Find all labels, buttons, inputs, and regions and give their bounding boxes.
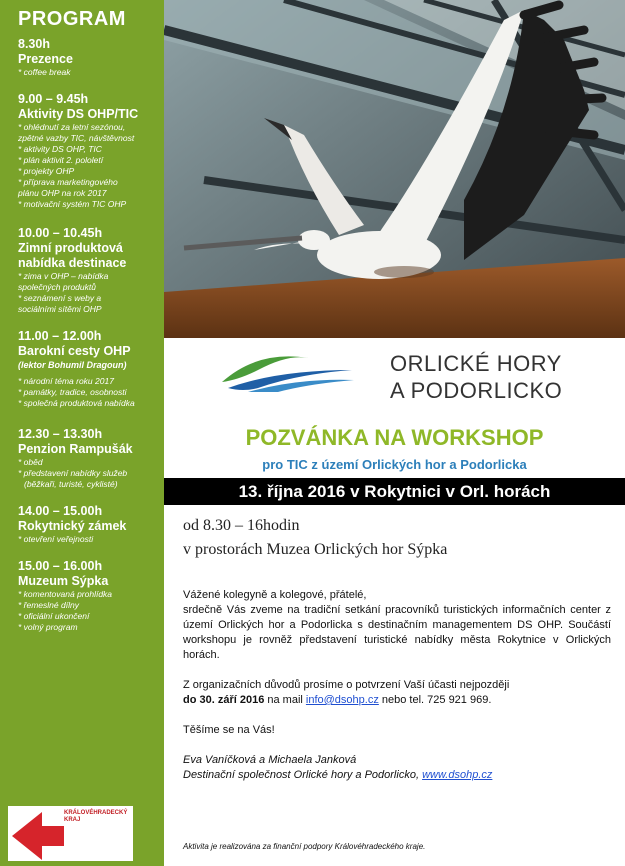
section-time: 8.30h — [18, 37, 50, 51]
program-section — [18, 559, 164, 633]
section-title: Muzeum Sýpka — [18, 574, 109, 588]
rsvp-line — [183, 693, 611, 708]
section-time: 10.00 – 10.45h — [18, 226, 103, 240]
orlicke-hory-logo-icon — [218, 348, 356, 394]
org-line — [183, 768, 611, 783]
section-items — [18, 122, 164, 210]
rsvp-end: nebo tel. 725 921 969. — [378, 694, 492, 706]
signers: Eva Vaníčková a Michaela Janková — [183, 754, 357, 766]
invitation-body — [183, 588, 611, 783]
list-item: * volný program — [18, 622, 78, 632]
web-link[interactable]: www.dsohp.cz — [422, 769, 493, 781]
program-section — [18, 329, 164, 409]
footnote: Aktivita je realizována za finanční podpory Královéhradeckého kraje. — [183, 842, 426, 851]
section-title: Zimní produktová nabídka destinace — [18, 241, 127, 270]
headline: POZVÁNKA NA WORKSHOP — [245, 425, 544, 450]
program-section — [18, 37, 164, 78]
closing: Těšíme se na Vás! — [183, 724, 275, 736]
list-item: * oficiální ukončení — [18, 611, 90, 621]
brand-name — [390, 350, 562, 404]
list-item: * ohlédnutí za letní sezónou, — [18, 122, 126, 132]
program-section — [18, 92, 164, 210]
list-item: * motivační systém TIC OHP — [18, 199, 127, 209]
greeting: Vážené kolegyně a kolegové, přátelé, — [183, 589, 367, 601]
program-title: PROGRAM — [18, 8, 126, 30]
section-time: 11.00 – 12.00h — [18, 329, 102, 343]
kralovehradecky-kraj-logo — [8, 806, 133, 861]
section-title: Barokní cesty OHP — [18, 344, 131, 358]
list-item: společných produktů — [18, 282, 96, 292]
rsvp-mid: na mail — [264, 694, 306, 706]
list-item: * památky, tradice, osobnosti — [18, 387, 127, 397]
section-items — [18, 67, 164, 78]
list-item: plánu OHP na rok 2017 — [18, 188, 107, 198]
list-item: * společná produktová nabídka — [18, 398, 135, 408]
list-item: * řemeslné dílny — [18, 600, 79, 610]
section-title: Prezence — [18, 52, 73, 66]
program-section — [18, 427, 164, 490]
event-time: od 8.30 – 16hodin — [183, 517, 300, 534]
section-title: Aktivity DS OHP/TIC — [18, 107, 139, 121]
list-item: * příprava marketingového — [18, 177, 118, 187]
list-item: (běžkaři, turisté, cyklisté) — [24, 479, 118, 489]
org-name: Destinační společnost Orlické hory a Podorlicko, — [183, 769, 423, 781]
kraj-logo-text: KRÁLOVÉHRADECKÝ — [64, 810, 128, 816]
section-items — [18, 457, 164, 490]
list-item: * aktivity DS OHP, TIC — [18, 144, 102, 154]
section-title: Rokytnický zámek — [18, 519, 127, 533]
section-items — [18, 271, 164, 315]
section-time: 12.30 – 13.30h — [18, 427, 103, 441]
section-subtitle: (lektor Bohumil Dragoun) — [18, 360, 127, 370]
program-sidebar — [0, 0, 164, 866]
stork-photo — [164, 0, 625, 338]
list-item: sociálními sítěmi OHP — [18, 304, 102, 314]
list-item: * seznámení s weby a — [18, 293, 102, 303]
event-venue: v prostorách Muzea Orlických hor Sýpka — [183, 541, 448, 558]
brand-line: A PODORLICKO — [390, 378, 563, 403]
section-items — [18, 534, 164, 545]
subheadline: pro TIC z území Orlických hor a Podorlicka — [262, 457, 527, 472]
section-time: 14.00 – 15.00h — [18, 504, 103, 518]
invitation-paragraph: srdečně Vás zveme na tradiční setkání pracovníků turistických informačních center z území Orlických hor a Podorlicka s destinačním managementem DS OHP. Součástí workshopu je rovněž představení turistické nabídky města Rokytnice v Orlických horách. — [183, 604, 611, 661]
list-item: * plán aktivit 2. pololetí — [18, 155, 104, 165]
rsvp-date: do 30. září 2016 — [183, 694, 265, 706]
brand-line: ORLICKÉ HORY — [390, 351, 562, 376]
list-item: * národní téma roku 2017 — [18, 376, 114, 386]
list-item: * coffee break — [18, 67, 71, 77]
list-item: * zima v OHP – nabídka — [18, 271, 109, 281]
kraj-logo-text: KRAJ — [64, 817, 81, 823]
program-section — [18, 226, 164, 315]
list-item: zpětné vazby TIC, návštěvnost — [18, 133, 135, 143]
section-title: Penzion Rampušák — [18, 442, 133, 456]
list-item: * komentovaná prohlídka — [18, 589, 113, 599]
list-item: * představení nabídky služeb — [18, 468, 128, 478]
rsvp-intro: Z organizačních důvodů prosíme o potvrzení Vaší účasti nejpozději — [183, 679, 510, 691]
section-time: 9.00 – 9.45h — [18, 92, 89, 106]
list-item: * projekty OHP — [18, 166, 75, 176]
list-item: * otevření veřejnosti — [18, 534, 94, 544]
section-time: 15.00 – 16.00h — [18, 559, 103, 573]
email-link[interactable]: info@dsohp.cz — [305, 694, 379, 706]
program-section — [18, 504, 164, 545]
section-items — [18, 376, 164, 409]
date-bar: 13. října 2016 v Rokytnici v Orl. horách — [164, 478, 625, 505]
section-items — [18, 589, 164, 633]
stork-image — [164, 0, 625, 338]
list-item: * oběd — [18, 457, 43, 467]
